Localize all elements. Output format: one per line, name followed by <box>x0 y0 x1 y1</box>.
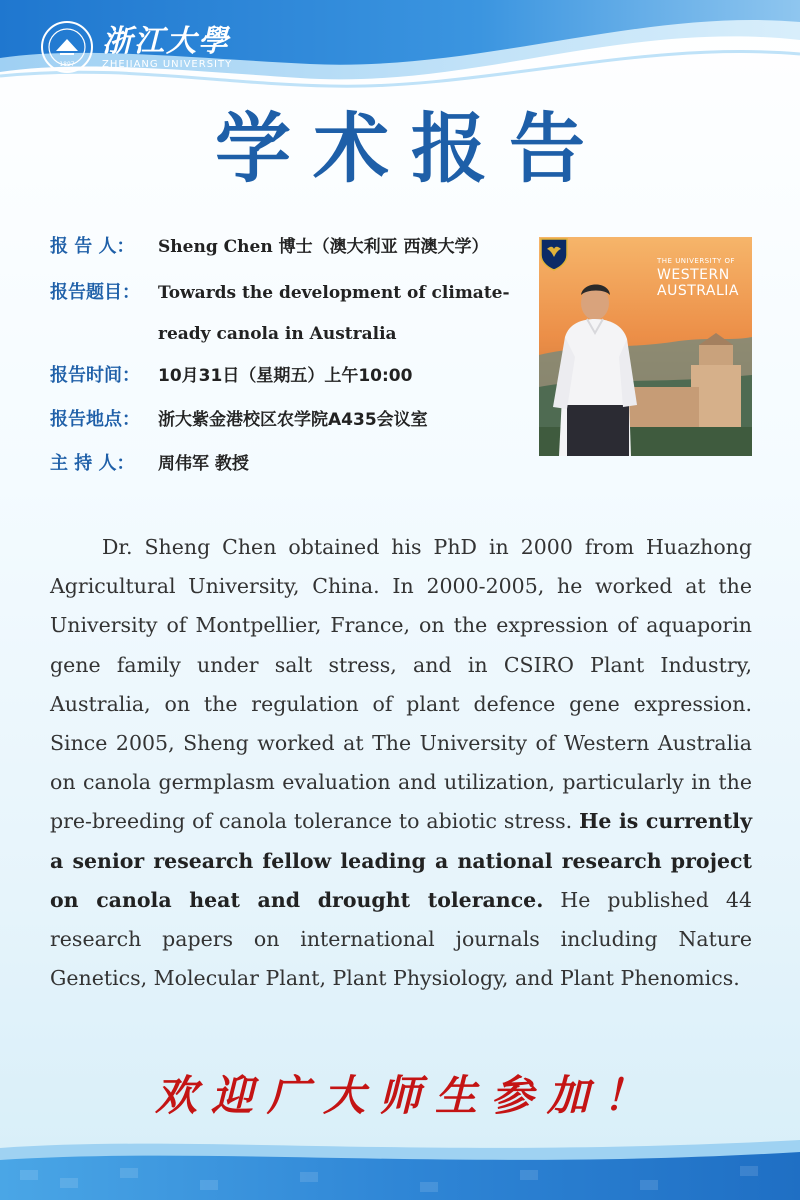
host-value: 周伟军 教授 <box>158 454 249 474</box>
speaker-photo <box>539 237 752 456</box>
footer-wave <box>0 1130 800 1200</box>
bio-text-2: He published 44 research papers on international journals including Nature Genetics, Molecular Plant, Plant Physiology, and Plant Phenomics. <box>50 887 752 991</box>
uwa-banner-small: THE UNIVERSITY OF <box>657 257 736 265</box>
lecture-info <box>50 232 540 479</box>
welcome-message: 欢迎广大师生参加！ <box>154 1071 659 1120</box>
host-label: 主 持 人： <box>50 453 135 474</box>
seal-year: 1897 <box>59 61 75 68</box>
uwa-banner-line2: AUSTRALIA <box>657 283 740 299</box>
page-title: 学术报告 <box>215 104 607 193</box>
uwa-crest-icon <box>539 237 569 271</box>
time-label: 报告时间： <box>50 365 140 386</box>
uwa-banner-line1: WESTERN <box>657 267 730 283</box>
university-logo <box>40 20 232 74</box>
logo-chinese-name: 浙江大學 <box>102 23 230 59</box>
speaker-biography <box>50 528 752 998</box>
speaker-value: Sheng Chen 博士（澳大利亚 西澳大学） <box>158 237 489 257</box>
topic-row <box>50 278 540 355</box>
speaker-row <box>50 232 540 262</box>
host-row <box>50 449 540 479</box>
time-row <box>50 361 540 391</box>
topic-label: 报告题目： <box>50 282 140 303</box>
bio-text-bold: He is currently a senior research fellow leading a national research project on canola heat and drought tolerance. <box>50 809 752 912</box>
topic-value: Towards the development of climate-ready canola in Australia <box>158 283 510 344</box>
bio-text-1: Dr. Sheng Chen obtained his PhD in 2000 from Huazhong Agricultural University, China. In 2000-2005, he worked at the University of Montpellier, France, on the expression of aquaporin gene family under salt stress, and in CSIRO Plant Industry, Australia, on the regulation of plant defence gene expression. Since 2005, Sheng worked at The University of Western Australia on canola germplasm evaluation and utilization, particularly in the pre-breeding of canola tolerance to abiotic stress. <box>50 535 752 834</box>
place-row <box>50 405 540 435</box>
place-value: 浙大紫金港校区农学院A435会议室 <box>158 410 428 430</box>
logo-english-name: ZHEJIANG UNIVERSITY <box>102 58 233 70</box>
speaker-label: 报 告 人： <box>50 236 135 257</box>
time-value: 10月31日（星期五）上午10:00 <box>158 366 413 386</box>
university-seal-icon <box>40 20 94 74</box>
place-label: 报告地点： <box>50 409 140 430</box>
uwa-banner-name <box>657 267 739 299</box>
